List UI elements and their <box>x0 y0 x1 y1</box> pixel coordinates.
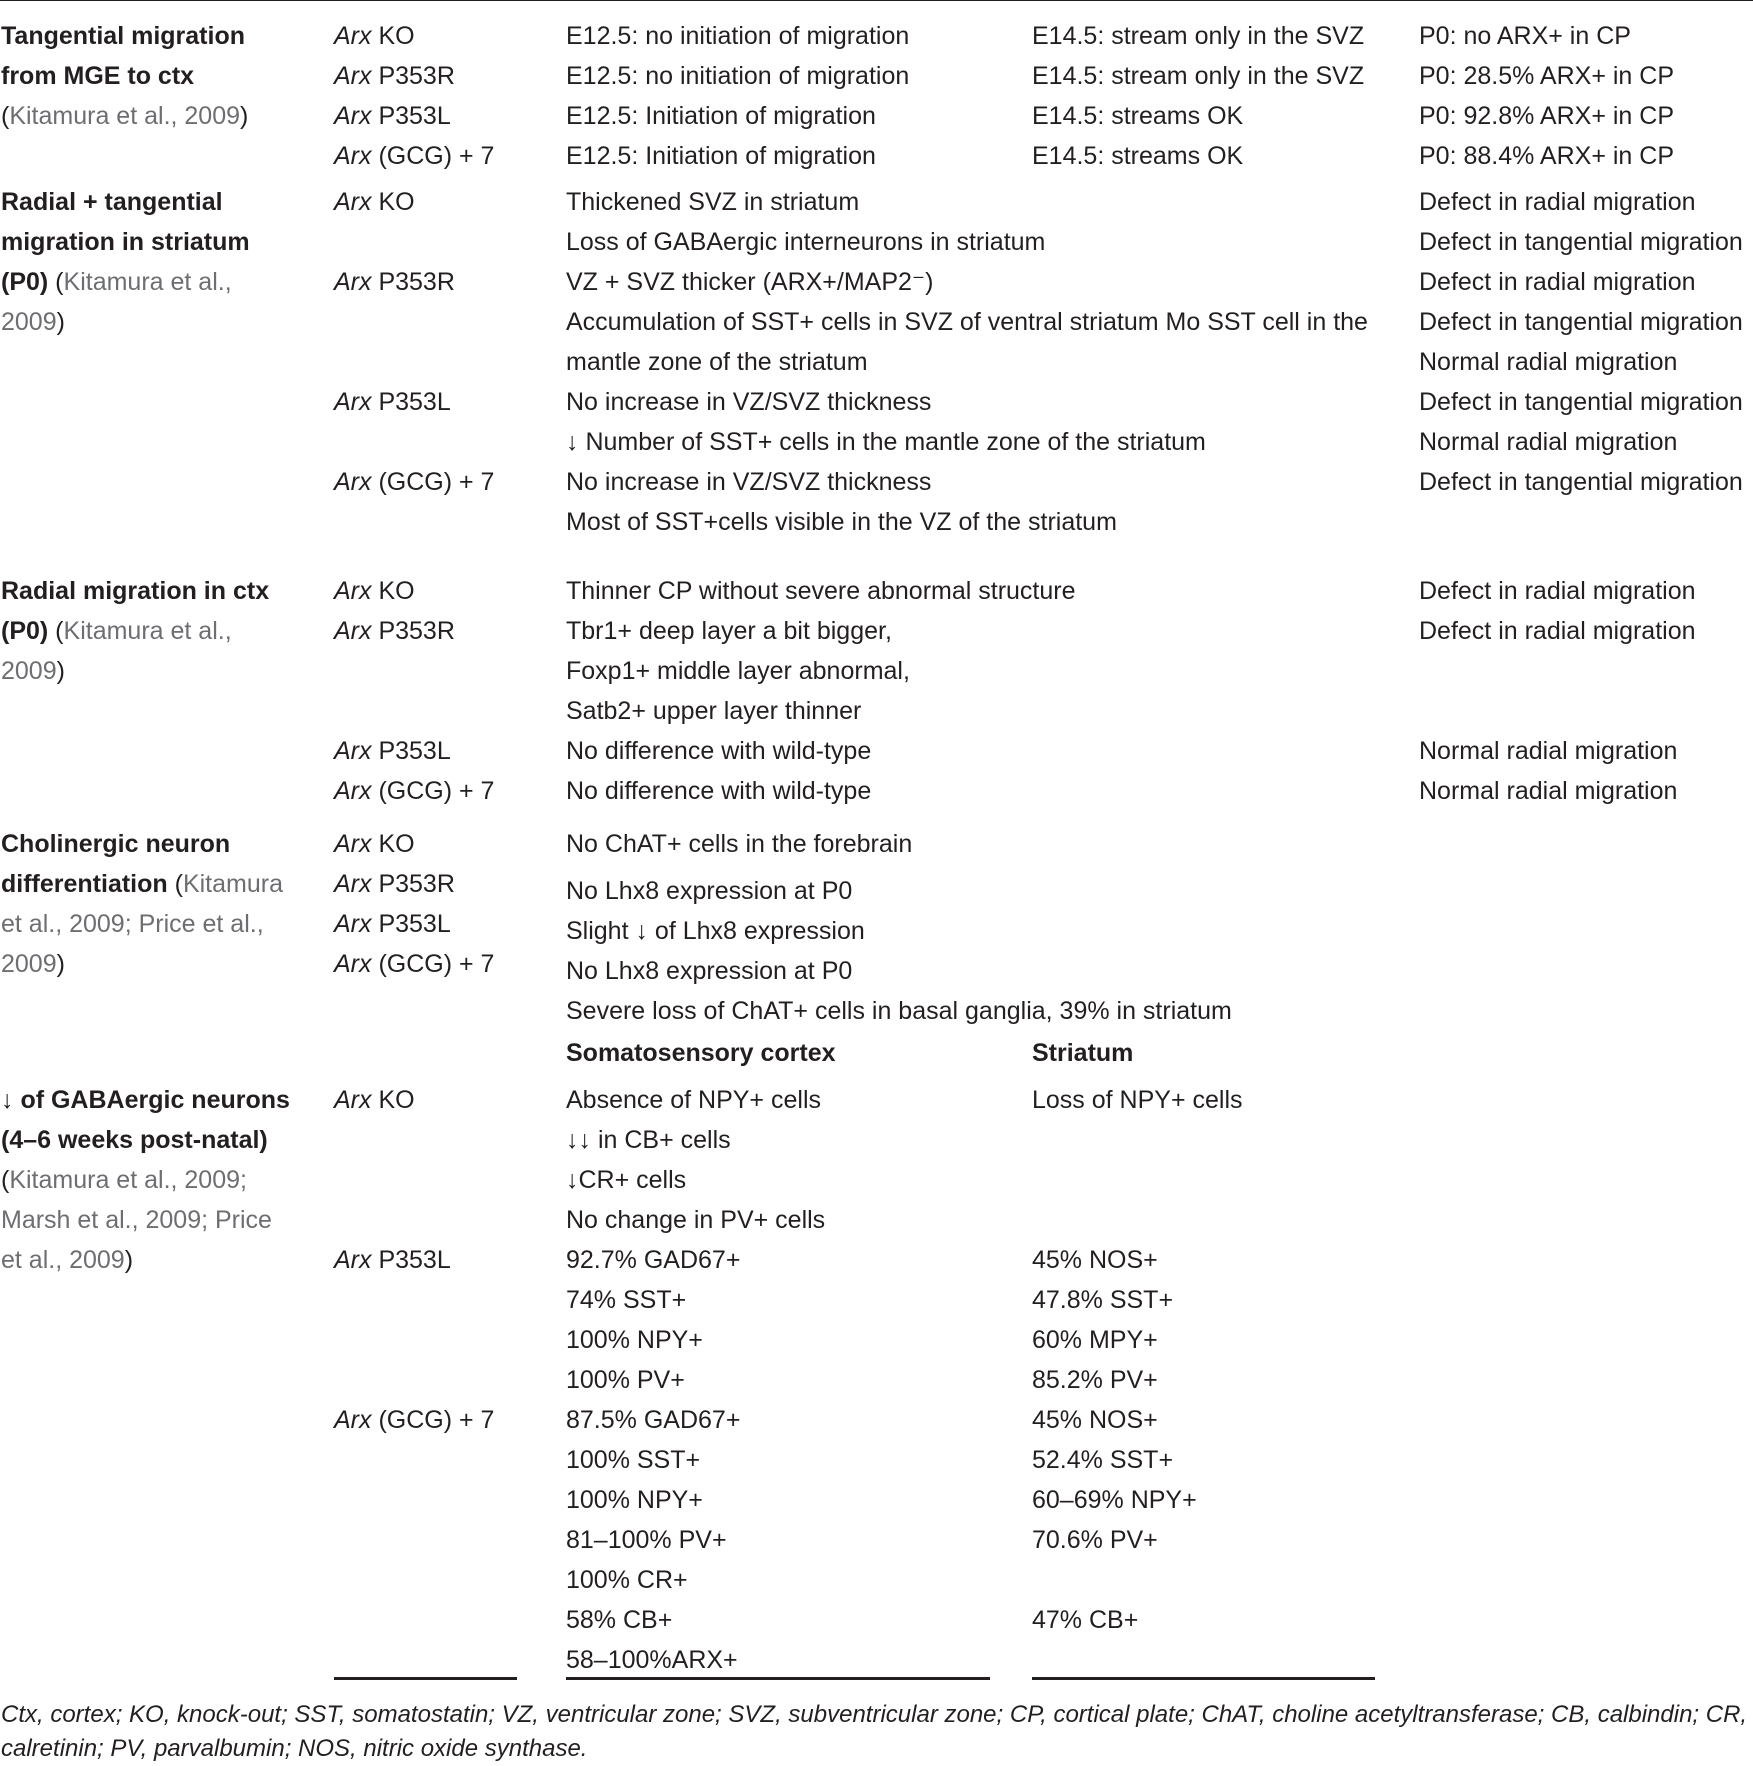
phenotype-cell <box>566 651 910 691</box>
phenotype-cell <box>566 1160 686 1200</box>
phenotype-cell <box>566 1520 727 1560</box>
category-cell <box>1 1200 272 1240</box>
category-cell <box>1 182 223 222</box>
cell-text: KO <box>371 22 415 50</box>
category-cell <box>1 824 230 864</box>
cell-text: P0: no ARX+ in CP <box>1419 22 1631 50</box>
cell-text: et al., 2009; Price et al., <box>1 910 264 938</box>
cell-text: 100% NPY+ <box>566 1326 703 1354</box>
cell-text: Normal radial migration <box>1419 428 1678 456</box>
cell-text: Satb2+ upper layer thinner <box>566 697 862 725</box>
cell-text: Kitamura et al., 2009 <box>9 102 241 130</box>
cell-text: 45% NOS+ <box>1032 1406 1158 1434</box>
cell-text: P353L <box>371 102 451 130</box>
cell-text: Arx <box>334 468 372 496</box>
cell-text: No increase in VZ/SVZ thickness <box>566 388 932 416</box>
phenotype-cell <box>566 1360 685 1400</box>
cell-text: ( <box>48 617 64 645</box>
cell-text: 47% CB+ <box>1032 1606 1139 1634</box>
category-cell <box>1 571 269 611</box>
genotype-cell <box>334 182 415 222</box>
cell-text: P0: 28.5% ARX+ in CP <box>1419 62 1675 90</box>
cell-text: E12.5: no initiation of migration <box>566 22 910 50</box>
cell-text: No increase in VZ/SVZ thickness <box>566 468 932 496</box>
cell-text: 100% SST+ <box>566 1446 701 1474</box>
cell-text: Thinner CP without severe abnormal structure <box>566 577 1076 605</box>
cell-text: Tbr1+ deep layer a bit bigger, <box>566 617 892 645</box>
category-cell <box>1 222 250 262</box>
cell-text: 70.6% PV+ <box>1032 1526 1158 1554</box>
phenotype-cell <box>566 422 1206 462</box>
cell-text: ↓ of GABAergic neurons <box>1 1086 290 1114</box>
cell-text: (GCG) + 7 <box>371 142 495 170</box>
phenotype-cell <box>566 771 871 811</box>
cell-text: Arx <box>334 22 372 50</box>
cell-text: Defect in tangential migration <box>1419 228 1743 256</box>
cell-text: Arx <box>334 950 372 978</box>
bottom-rule <box>566 1677 990 1680</box>
cell-text: Arx <box>334 737 372 765</box>
cell-text: ( <box>1 102 10 130</box>
cell-text: Defect in tangential migration <box>1419 468 1743 496</box>
genotype-cell <box>334 462 494 502</box>
cell-text: Foxp1+ middle layer abnormal, <box>566 657 910 685</box>
detail-cell <box>1032 1280 1173 1320</box>
outcome-cell <box>1419 422 1677 462</box>
genotype-cell <box>334 1080 415 1120</box>
cell-text: Accumulation of SST+ cells in SVZ of ventral striatum Mo SST cell in the <box>566 308 1368 336</box>
outcome-cell <box>1419 302 1743 342</box>
cell-text: 2009 <box>1 308 57 336</box>
cell-text: (P0) <box>1 617 49 645</box>
cell-text: 58–100%ARX+ <box>566 1646 738 1674</box>
top-rule <box>0 0 1753 1</box>
cell-text: ↓ Number of SST+ cells in the mantle zone of the striatum <box>566 428 1206 456</box>
cell-text: P353R <box>371 62 455 90</box>
phenotype-cell <box>566 382 931 422</box>
bottom-rule <box>1032 1677 1375 1680</box>
cell-text: P353L <box>371 910 451 938</box>
phenotype-cell <box>566 1560 688 1600</box>
cell-text: (P0) <box>1 268 49 296</box>
cell-text: E14.5: streams OK <box>1032 142 1244 170</box>
cell-text: Cholinergic neuron <box>1 830 231 858</box>
phenotype-cell <box>566 302 1368 342</box>
outcome-cell <box>1419 222 1743 262</box>
detail-cell <box>1032 56 1364 96</box>
cell-text: E14.5: stream only in the SVZ <box>1032 62 1365 90</box>
cell-text: E12.5: no initiation of migration <box>566 62 910 90</box>
phenotype-cell <box>566 136 876 176</box>
cell-text: 100% CR+ <box>566 1566 688 1594</box>
cell-text: mantle zone of the striatum <box>566 348 868 376</box>
genotype-cell <box>334 96 451 136</box>
detail-cell <box>1032 1600 1138 1640</box>
cell-text: ↓CR+ cells <box>566 1166 687 1194</box>
category-cell <box>1 302 65 342</box>
phenotype-cell <box>566 342 868 382</box>
category-cell <box>1 651 65 691</box>
cell-text: Defect in radial migration <box>1419 268 1696 296</box>
cell-text: E14.5: streams OK <box>1032 102 1244 130</box>
cell-text: Arx <box>334 910 372 938</box>
cell-text: ( <box>1 1166 10 1194</box>
genotype-cell <box>334 944 494 984</box>
table-footnote: Ctx, cortex; KO, knock-out; SST, somatostatin; VZ, ventricular zone; SVZ, subventricular zone; CP, cortical plate; ChAT, choline acetyltransferase; CB, calbindin; CR, calretinin; PV, parvalbumin; NOS, nitric oxide synthase. <box>1 1701 1748 1762</box>
cell-text: Arx <box>334 188 372 216</box>
category-cell <box>1 262 232 302</box>
phenotype-cell <box>566 502 1117 542</box>
phenotype-cell <box>566 262 933 302</box>
outcome-cell <box>1419 16 1631 56</box>
cell-text: 85.2% PV+ <box>1032 1366 1158 1394</box>
cell-text: ) <box>56 657 65 685</box>
cell-text: 100% PV+ <box>566 1366 685 1394</box>
genotype-cell <box>334 136 494 176</box>
cell-text: VZ + SVZ thicker (ARX+/MAP2⁻) <box>566 268 934 296</box>
cell-text: No difference with wild-type <box>566 737 872 765</box>
cell-text: Defect in tangential migration <box>1419 308 1743 336</box>
detail-cell <box>1032 136 1243 176</box>
phenotype-cell <box>566 1400 740 1440</box>
detail-cell <box>1032 1520 1158 1560</box>
cell-text: 74% SST+ <box>566 1286 687 1314</box>
phenotype-cell <box>566 824 912 864</box>
cell-text: P353L <box>371 1246 451 1274</box>
cell-text: P0: 88.4% ARX+ in CP <box>1419 142 1675 170</box>
phenotype-cell <box>566 56 909 96</box>
cell-text: 47.8% SST+ <box>1032 1286 1174 1314</box>
outcome-cell <box>1419 56 1674 96</box>
cell-text: Kitamura <box>182 870 283 898</box>
cell-text: E12.5: Initiation of migration <box>566 142 876 170</box>
category-cell <box>1 904 264 944</box>
cell-text: 58% CB+ <box>566 1606 673 1634</box>
detail-cell <box>1032 1033 1133 1073</box>
cell-text: 92.7% GAD67+ <box>566 1246 741 1274</box>
cell-text: Arx <box>334 830 372 858</box>
cell-text: ( <box>48 268 64 296</box>
category-cell <box>1 1080 290 1120</box>
genotype-cell <box>334 56 455 96</box>
cell-text: P353L <box>371 388 451 416</box>
genotype-cell <box>334 904 451 944</box>
cell-text: 52.4% SST+ <box>1032 1446 1174 1474</box>
cell-text: Arx <box>334 577 372 605</box>
cell-text: Absence of NPY+ cells <box>566 1086 821 1114</box>
cell-text: Normal radial migration <box>1419 737 1678 765</box>
cell-text: Arx <box>334 388 372 416</box>
cell-text: ) <box>240 102 249 130</box>
cell-text: differentiation <box>1 870 168 898</box>
outcome-cell <box>1419 571 1696 611</box>
genotype-cell <box>334 262 455 302</box>
genotype-cell <box>334 731 451 771</box>
phenotype-cell <box>566 222 1045 262</box>
cell-text: (GCG) + 7 <box>371 950 495 978</box>
cell-text: 60% MPY+ <box>1032 1326 1158 1354</box>
cell-text: Thickened SVZ in striatum <box>566 188 860 216</box>
cell-text: No change in PV+ cells <box>566 1206 826 1234</box>
outcome-cell <box>1419 136 1674 176</box>
cell-text: ) <box>56 308 65 336</box>
genotype-cell <box>334 864 455 904</box>
cell-text: Slight ↓ of Lhx8 expression <box>566 917 865 945</box>
cell-text: Kitamura et al., 2009; <box>9 1166 247 1194</box>
cell-text: from MGE to ctx <box>1 62 195 90</box>
detail-cell <box>1032 1440 1173 1480</box>
phenotype-cell <box>566 1280 686 1320</box>
cell-text: Arx <box>334 1406 372 1434</box>
genotype-cell <box>334 824 415 864</box>
outcome-cell <box>1419 262 1696 302</box>
detail-cell <box>1032 1080 1243 1120</box>
cell-text: (GCG) + 7 <box>371 1406 495 1434</box>
outcome-cell <box>1419 771 1677 811</box>
cell-text: Kitamura et al., <box>63 617 232 645</box>
detail-cell <box>1032 16 1364 56</box>
cell-text: Loss of GABAergic interneurons in striatum <box>566 228 1046 256</box>
cell-text: Normal radial migration <box>1419 777 1678 805</box>
outcome-cell <box>1419 611 1696 651</box>
phenotype-cell <box>566 611 892 651</box>
phenotype-cell <box>566 96 876 136</box>
cell-text: (GCG) + 7 <box>371 468 495 496</box>
phenotype-cell <box>566 182 859 222</box>
phenotype-cell <box>566 991 1232 1031</box>
genotype-cell <box>334 611 455 651</box>
phenotype-cell <box>566 871 852 911</box>
category-cell <box>1 944 65 984</box>
phenotype-cell <box>566 731 871 771</box>
cell-text: (4–6 weeks post-natal) <box>1 1126 268 1154</box>
genotype-cell <box>334 771 494 811</box>
cell-text: ↓↓ in CB+ cells <box>566 1126 731 1154</box>
cell-text: Defect in radial migration <box>1419 188 1696 216</box>
phenotype-cell <box>566 1033 836 1073</box>
cell-text: 2009 <box>1 657 57 685</box>
bottom-rule <box>334 1677 517 1680</box>
cell-text: Arx <box>334 268 372 296</box>
genotype-cell <box>334 382 451 422</box>
cell-text: Severe loss of ChAT+ cells in basal ganglia, 39% in striatum <box>566 997 1232 1025</box>
cell-text: Defect in radial migration <box>1419 617 1696 645</box>
cell-text: Marsh et al., 2009; Price <box>1 1206 272 1234</box>
detail-cell <box>1032 1320 1158 1360</box>
phenotype-cell <box>566 462 931 502</box>
cell-text: ( <box>167 870 183 898</box>
cell-text: ) <box>56 950 65 978</box>
cell-text: 60–69% NPY+ <box>1032 1486 1197 1514</box>
phenotype-cell <box>566 16 909 56</box>
cell-text: P353R <box>371 617 455 645</box>
cell-text: P353L <box>371 737 451 765</box>
cell-text: Radial migration in ctx <box>1 577 270 605</box>
phenotype-cell <box>566 691 861 731</box>
phenotype-cell <box>566 1320 703 1360</box>
phenotype-cell <box>566 1200 825 1240</box>
cell-text: Normal radial migration <box>1419 348 1678 376</box>
cell-text: KO <box>371 188 415 216</box>
cell-text: No Lhx8 expression at P0 <box>566 877 853 905</box>
category-cell <box>1 611 232 651</box>
cell-text: 81–100% PV+ <box>566 1526 727 1554</box>
cell-text: Arx <box>334 142 372 170</box>
detail-cell <box>1032 96 1243 136</box>
phenotype-cell <box>566 951 852 991</box>
cell-text: 87.5% GAD67+ <box>566 1406 741 1434</box>
detail-cell <box>1032 1360 1158 1400</box>
category-cell <box>1 96 248 136</box>
outcome-cell <box>1419 96 1674 136</box>
category-cell <box>1 1160 247 1200</box>
phenotype-cell <box>566 1120 731 1160</box>
cell-text: Arx <box>334 617 372 645</box>
cell-text: Kitamura et al., <box>63 268 232 296</box>
cell-text: 100% NPY+ <box>566 1486 703 1514</box>
outcome-cell <box>1419 382 1743 422</box>
cell-text: 2009 <box>1 950 57 978</box>
cell-text: Radial + tangential <box>1 188 223 216</box>
cell-text: KO <box>371 1086 415 1114</box>
outcome-cell <box>1419 462 1743 502</box>
category-cell <box>1 864 283 904</box>
phenotype-cell <box>566 1640 738 1680</box>
outcome-cell <box>1419 182 1696 222</box>
genotype-cell <box>334 1240 451 1280</box>
cell-text: Arx <box>334 777 372 805</box>
outcome-cell <box>1419 342 1677 382</box>
cell-text: Loss of NPY+ cells <box>1032 1086 1243 1114</box>
detail-cell <box>1032 1480 1197 1520</box>
category-cell <box>1 1120 268 1160</box>
genotype-cell <box>334 16 415 56</box>
cell-text: E12.5: Initiation of migration <box>566 102 876 130</box>
cell-text: Arx <box>334 62 372 90</box>
phenotype-cell <box>566 1240 740 1280</box>
cell-text: Defect in radial migration <box>1419 577 1696 605</box>
cell-text: Arx <box>334 870 372 898</box>
phenotype-cell <box>566 571 1076 611</box>
genotype-cell <box>334 571 415 611</box>
cell-text: No ChAT+ cells in the forebrain <box>566 830 913 858</box>
detail-cell <box>1032 1240 1158 1280</box>
detail-cell <box>1032 1400 1158 1440</box>
cell-text: P353R <box>371 870 455 898</box>
cell-text: Defect in tangential migration <box>1419 388 1743 416</box>
cell-text: Striatum <box>1032 1039 1134 1067</box>
cell-text: No difference with wild-type <box>566 777 872 805</box>
phenotype-cell <box>566 1600 672 1640</box>
cell-text: P353R <box>371 268 455 296</box>
phenotype-cell <box>566 1440 700 1480</box>
cell-text: migration in striatum <box>1 228 250 256</box>
cell-text: E14.5: stream only in the SVZ <box>1032 22 1365 50</box>
category-cell <box>1 56 194 96</box>
cell-text: KO <box>371 577 415 605</box>
phenotype-cell <box>566 911 865 951</box>
cell-text: Somatosensory cortex <box>566 1039 836 1067</box>
cell-text: Most of SST+cells visible in the VZ of the striatum <box>566 508 1117 536</box>
cell-text: Tangential migration <box>1 22 245 50</box>
cell-text: 45% NOS+ <box>1032 1246 1158 1274</box>
cell-text: ) <box>124 1246 134 1274</box>
genotype-cell <box>334 1400 494 1440</box>
cell-text: No Lhx8 expression at P0 <box>566 957 853 985</box>
cell-text: Arx <box>334 1086 372 1114</box>
cell-text: KO <box>371 830 415 858</box>
outcome-cell <box>1419 731 1677 771</box>
cell-text: Arx <box>334 1246 372 1274</box>
cell-text: Arx <box>334 102 372 130</box>
phenotype-cell <box>566 1080 821 1120</box>
cell-text: (GCG) + 7 <box>371 777 495 805</box>
category-cell <box>1 16 245 56</box>
phenotype-cell <box>566 1480 703 1520</box>
cell-text: P0: 92.8% ARX+ in CP <box>1419 102 1675 130</box>
category-cell <box>1 1240 133 1280</box>
cell-text: et al., 2009 <box>1 1246 125 1274</box>
